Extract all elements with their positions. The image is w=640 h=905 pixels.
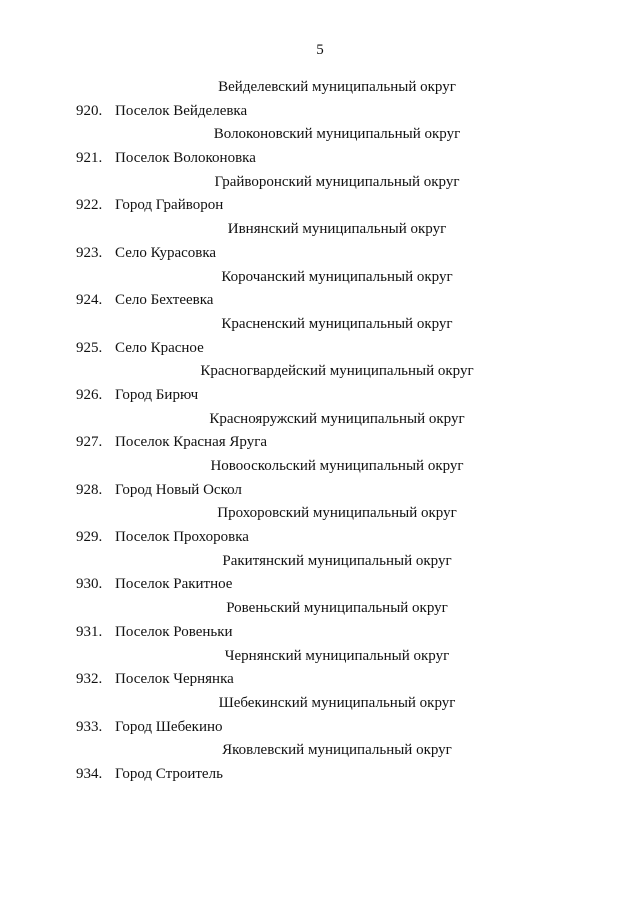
settlement-name: Поселок Красная Яруга <box>115 434 267 451</box>
settlement-name: Село Бехтеевка <box>115 292 214 309</box>
settlement-row <box>0 621 640 645</box>
district-heading-text: Вейделевский муниципальный округ <box>218 79 456 95</box>
district-heading-text: Грайворонский муниципальный округ <box>214 173 460 190</box>
district-heading-text: Ракитянский муниципальный округ <box>222 552 452 569</box>
district-heading <box>0 502 640 526</box>
settlement-name: Поселок Ровеньки <box>115 623 233 640</box>
settlement-number: 921. <box>76 150 103 167</box>
settlement-row <box>0 573 640 597</box>
district-heading-text: Волоконовский муниципальный округ <box>213 126 461 143</box>
settlement-row <box>0 763 640 787</box>
district-heading <box>0 597 640 621</box>
settlement-name: Поселок Волоконовка <box>115 150 256 167</box>
district-heading-text: Новооскольский муниципальный округ <box>210 458 464 474</box>
settlement-number: 920. <box>76 102 103 119</box>
district-heading-text: Ровеньский муниципальный округ <box>226 600 448 617</box>
district-heading-text: Шебекинский муниципальный округ <box>218 694 456 711</box>
settlement-row <box>0 526 640 550</box>
district-heading-text: Корочанский муниципальный округ <box>221 268 453 285</box>
settlement-row <box>0 100 640 124</box>
settlement-name: Поселок Ракитное <box>115 576 233 593</box>
settlement-name: Поселок Прохоровка <box>115 529 249 546</box>
district-heading <box>0 455 640 479</box>
settlement-name: Поселок Вейделевка <box>115 102 248 119</box>
district-heading <box>0 266 640 290</box>
district-heading-text: Краснояружский муниципальный округ <box>209 410 465 427</box>
district-heading <box>0 550 640 574</box>
district-heading <box>0 123 640 147</box>
settlement-name: Село Красное <box>115 339 204 356</box>
district-heading <box>0 692 640 716</box>
district-heading <box>0 739 640 763</box>
settlement-number: 922. <box>76 197 103 214</box>
settlement-number: 933. <box>76 718 103 735</box>
settlement-number: 925. <box>76 339 103 356</box>
settlement-row <box>0 384 640 408</box>
page-number: 5 <box>316 42 324 58</box>
settlement-row <box>0 337 640 361</box>
district-heading <box>0 76 640 100</box>
district-heading <box>0 645 640 669</box>
settlement-row <box>0 479 640 503</box>
settlement-number: 924. <box>76 292 103 309</box>
settlement-number: 926. <box>76 386 103 403</box>
district-heading <box>0 171 640 195</box>
district-heading <box>0 313 640 337</box>
settlement-number: 928. <box>76 481 103 498</box>
settlement-row <box>0 431 640 455</box>
settlement-number: 931. <box>76 623 103 640</box>
settlement-name: Город Шебекино <box>115 718 223 735</box>
district-heading-text: Яковлевский муниципальный округ <box>222 742 452 759</box>
district-heading <box>0 218 640 242</box>
settlement-row <box>0 668 640 692</box>
settlement-name: Город Бирюч <box>115 386 199 403</box>
district-heading <box>0 408 640 432</box>
settlement-row <box>0 194 640 218</box>
settlement-number: 934. <box>76 765 103 782</box>
settlement-row <box>0 242 640 266</box>
settlement-number: 929. <box>76 529 103 546</box>
settlement-name: Город Строитель <box>115 765 223 782</box>
settlement-number: 930. <box>76 576 103 593</box>
district-heading-text: Чернянский муниципальный округ <box>224 647 450 664</box>
settlement-number: 927. <box>76 434 103 451</box>
settlement-row <box>0 716 640 740</box>
district-heading-text: Прохоровский муниципальный округ <box>217 505 457 522</box>
district-heading-text: Ивнянский муниципальный округ <box>227 221 447 238</box>
district-heading-text: Красногвардейский муниципальный округ <box>200 363 474 380</box>
settlement-name: Город Грайворон <box>115 197 224 214</box>
settlement-number: 923. <box>76 244 103 261</box>
settlement-row <box>0 289 640 313</box>
settlement-list <box>0 76 640 787</box>
settlement-row <box>0 147 640 171</box>
district-heading-text: Красненский муниципальный округ <box>221 315 453 332</box>
settlement-name: Поселок Чернянка <box>115 671 234 688</box>
settlement-number: 932. <box>76 671 103 688</box>
settlement-name: Город Новый Оскол <box>115 481 242 498</box>
settlement-name: Село Курасовка <box>115 244 217 261</box>
district-heading <box>0 360 640 384</box>
